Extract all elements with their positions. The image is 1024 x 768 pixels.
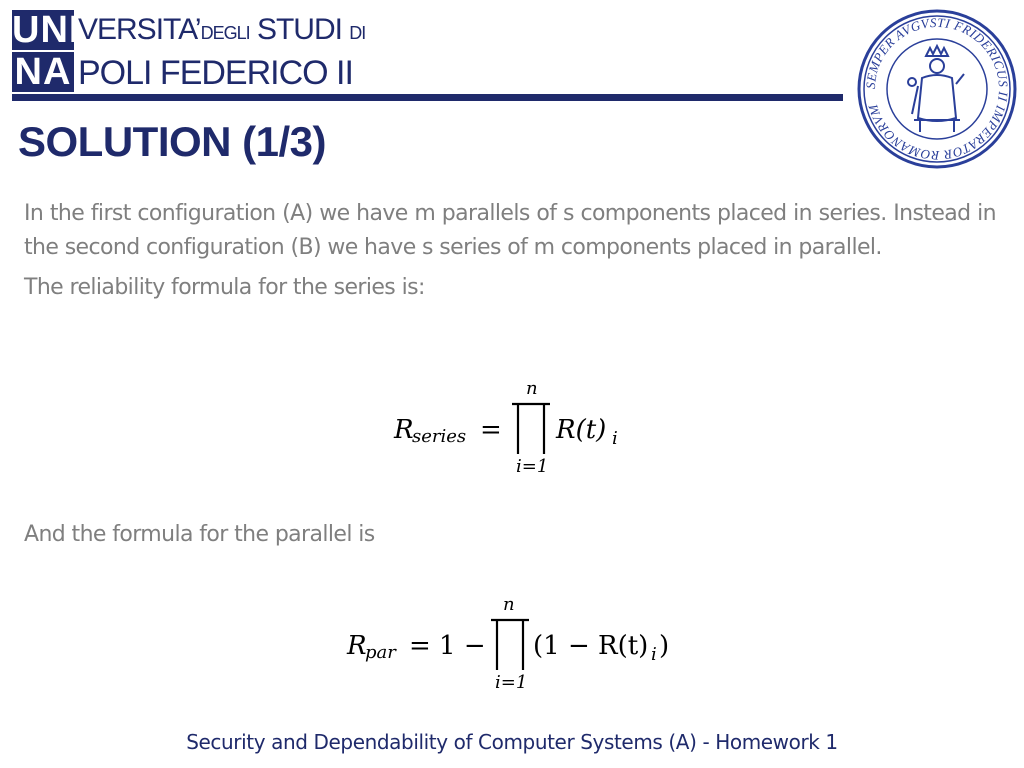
parallel-lhs-sub: par <box>365 642 396 663</box>
slide-footer: Security and Dependability of Computer Systems (A) - Homework 1 <box>186 730 838 754</box>
logo-di: DI <box>349 23 366 43</box>
parallel-term: (1 − R(t) <box>533 631 649 661</box>
series-lhs-sub: series <box>412 426 467 447</box>
slide-body <box>24 197 996 311</box>
series-equals: = <box>480 415 502 445</box>
logo-line-1 <box>78 12 365 51</box>
logo-studi: STUDI <box>249 13 350 46</box>
parallel-upper-limit: n <box>503 594 515 615</box>
parallel-lower-limit: i=1 <box>495 672 528 693</box>
series-formula <box>392 378 632 483</box>
logo-na-box: NA <box>12 52 74 92</box>
paragraph-series-intro: The reliability formula for the series is: <box>24 275 425 300</box>
series-lower-limit: i=1 <box>516 456 549 477</box>
seal-text: SEMPER AVGVSTI FRIDERICUS II IMPERATOR ROMANORVM <box>862 14 1012 164</box>
logo-uni-box: UNI <box>12 9 81 51</box>
university-logo <box>12 10 378 92</box>
university-seal-icon <box>856 8 1018 170</box>
parallel-equals: = 1 − <box>409 631 486 661</box>
logo-line-2: POLI FEDERICO II <box>78 54 353 92</box>
series-term: R(t) <box>556 415 607 445</box>
logo-versita: VERSITA’ <box>78 13 201 46</box>
header-rule <box>12 94 843 101</box>
parallel-lhs: R <box>347 631 367 661</box>
paragraph-configurations: In the first configuration (A) we have m parallels of s components placed in series. Instead in the second configuration (B) we have s series of m components placed in parallel. <box>24 201 996 260</box>
product-icon <box>512 404 550 454</box>
parallel-close-paren: ) <box>659 631 670 661</box>
product-icon <box>491 620 529 670</box>
parallel-formula <box>345 594 675 699</box>
series-upper-limit: n <box>526 378 538 399</box>
slide-title: SOLUTION (1/3) <box>18 118 327 165</box>
parallel-term-sub: i <box>651 644 657 665</box>
series-lhs: R <box>394 415 414 445</box>
series-term-sub: i <box>612 428 618 449</box>
paragraph-parallel-intro: And the formula for the parallel is <box>24 522 375 547</box>
logo-degli: DEGLI <box>200 23 250 43</box>
seal-graphic <box>856 8 1018 170</box>
